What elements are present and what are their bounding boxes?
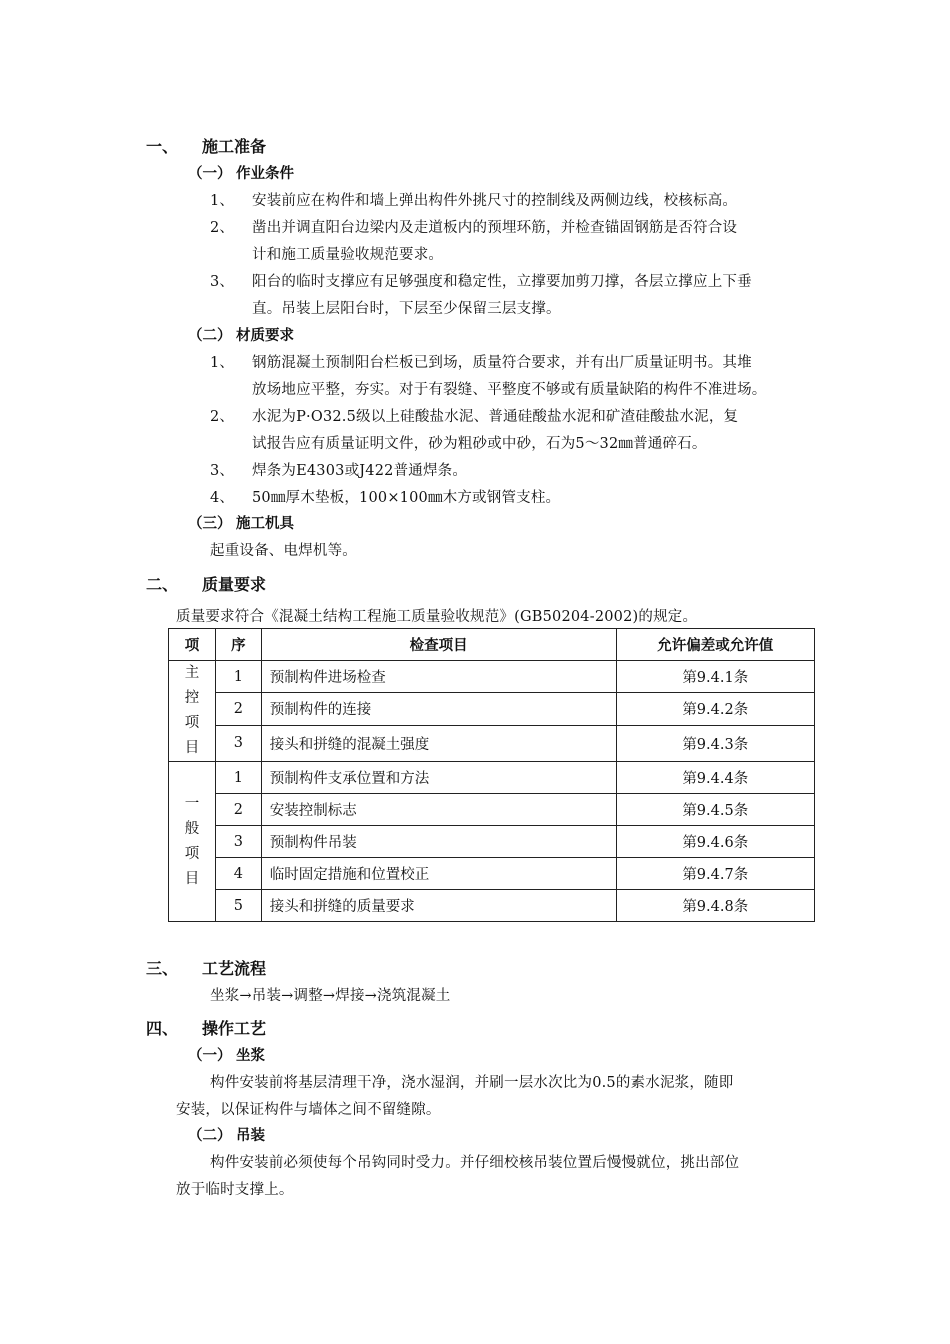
- s1-sub2-item1-line2: 放场地应平整，夯实。对于有裂缝、平整度不够或有质量缺陷的构件不准进场。: [252, 382, 767, 398]
- row-seq: 3: [215, 725, 261, 761]
- section-4-title: 操作工艺: [202, 1019, 267, 1038]
- section-3-number: 三、: [146, 959, 179, 978]
- row-value: 第9.4.7条: [616, 858, 814, 890]
- s1-sub2-item4-line1: 50㎜厚木垫板，100×100㎜木方或钢管支柱。: [252, 490, 561, 506]
- row-seq: 5: [215, 890, 261, 922]
- row-seq: 1: [215, 661, 261, 693]
- s1-sub3-label: （三）: [188, 516, 232, 532]
- table-row: [169, 794, 815, 826]
- s4-sub1-line1: 构件安装前将基层清理干净，浇水湿润，并刷一层水次比为0.5的素水泥浆，随即: [210, 1075, 734, 1091]
- table-row: [169, 890, 815, 922]
- table-row: [169, 826, 815, 858]
- section-2-number: 二、: [146, 575, 179, 594]
- row-item: 临时固定措施和位置校正: [261, 858, 616, 890]
- row-seq: 2: [215, 794, 261, 826]
- row-seq: 1: [215, 762, 261, 794]
- s4-sub2-label: （二）: [188, 1128, 232, 1144]
- s4-sub2-line2: 放于临时支撑上。: [176, 1182, 294, 1198]
- s2-intro: 质量要求符合《混凝土结构工程施工质量验收规范》(GB50204-2002)的规定。: [176, 609, 698, 625]
- s1-sub1-item2-num: 2、: [210, 220, 235, 236]
- table-row: [169, 725, 815, 761]
- row-seq: 3: [215, 826, 261, 858]
- row-value: 第9.4.3条: [616, 725, 814, 761]
- group-char: 主: [184, 665, 200, 681]
- s1-sub2-label: （二）: [188, 328, 232, 344]
- group-char: 控: [184, 690, 200, 706]
- row-value: 第9.4.5条: [616, 794, 814, 826]
- section-1-title: 施工准备: [202, 137, 267, 156]
- s1-sub1-item3-line1: 阳台的临时支撑应有足够强度和稳定性，立撑要加剪刀撑，各层立撑应上下垂: [252, 274, 752, 290]
- row-item: 接头和拼缝的质量要求: [261, 890, 616, 922]
- s3-flow: 坐浆→吊装→调整→焊接→浇筑混凝土: [210, 988, 451, 1004]
- s1-sub2-item1-line1: 钢筋混凝土预制阳台栏板已到场，质量符合要求，并有出厂质量证明书。其堆: [252, 355, 752, 371]
- s1-sub1-item3-num: 3、: [210, 274, 235, 290]
- s1-sub1-item2-line2: 计和施工质量验收规范要求。: [252, 247, 444, 263]
- row-seq: 4: [215, 858, 261, 890]
- row-value: 第9.4.6条: [616, 826, 814, 858]
- section-2-title: 质量要求: [202, 575, 267, 594]
- row-item: 预制构件的连接: [261, 693, 616, 725]
- row-value: 第9.4.1条: [616, 661, 814, 693]
- section-3-title: 工艺流程: [202, 959, 267, 978]
- row-item: 预制构件吊装: [261, 826, 616, 858]
- s1-sub1-item1-line1: 安装前应在构件和墙上弹出构件外挑尺寸的控制线及两侧边线，校核标高。: [252, 193, 738, 209]
- s1-sub1-item1-num: 1、: [210, 193, 235, 209]
- header-value: 允许偏差或允许值: [616, 629, 814, 661]
- table-header-row: [169, 629, 815, 661]
- s1-sub1-item3-line2: 直。吊装上层阳台时，下层至少保留三层支撑。: [252, 301, 561, 317]
- group-char: 项: [184, 845, 200, 862]
- row-item: 接头和拼缝的混凝土强度: [261, 725, 616, 761]
- s1-sub2-title: 材质要求: [236, 328, 294, 344]
- group-char: 项: [184, 715, 200, 731]
- header-group: 项: [169, 629, 216, 661]
- s1-sub2-item4-num: 4、: [210, 490, 235, 506]
- table-row: [169, 858, 815, 890]
- s1-sub2-item3-line1: 焊条为E4303或J422普通焊条。: [252, 463, 468, 479]
- row-item: 预制构件进场检查: [261, 661, 616, 693]
- group-char: 目: [184, 870, 200, 887]
- row-item: 安装控制标志: [261, 794, 616, 826]
- s1-sub3-text: 起重设备、电焊机等。: [210, 543, 357, 559]
- s4-sub1-label: （一）: [188, 1048, 232, 1064]
- s4-sub2-title: 吊装: [236, 1128, 265, 1144]
- table-row: [169, 693, 815, 725]
- header-seq: 序: [215, 629, 261, 661]
- row-value: 第9.4.4条: [616, 762, 814, 794]
- group-main-control: [169, 661, 216, 762]
- row-seq: 2: [215, 693, 261, 725]
- s1-sub2-item2-num: 2、: [210, 409, 235, 425]
- s1-sub2-item3-num: 3、: [210, 463, 235, 479]
- s1-sub1-title: 作业条件: [236, 166, 294, 182]
- table-row: [169, 762, 815, 794]
- s1-sub2-item1-num: 1、: [210, 355, 235, 371]
- s1-sub1-label: （一）: [188, 166, 232, 182]
- group-char: 一: [184, 795, 200, 812]
- s1-sub2-item2-line1: 水泥为P·O32.5级以上硅酸盐水泥、普通硅酸盐水泥和矿渣硅酸盐水泥，复: [252, 409, 739, 425]
- row-value: 第9.4.8条: [616, 890, 814, 922]
- s1-sub3-title: 施工机具: [236, 516, 294, 532]
- s1-sub1-item2-line1: 凿出并调直阳台边梁内及走道板内的预埋环筋，并检查锚固钢筋是否符合设: [252, 220, 738, 236]
- section-1-number: 一、: [146, 137, 179, 156]
- s4-sub1-title: 坐浆: [236, 1048, 265, 1064]
- group-char: 般: [184, 820, 200, 837]
- s1-sub2-item2-line2: 试报告应有质量证明文件，砂为粗砂或中砂，石为5～32㎜普通碎石。: [252, 436, 707, 452]
- s4-sub1-line2: 安装，以保证构件与墙体之间不留缝隙。: [176, 1102, 441, 1118]
- group-char: 目: [184, 740, 200, 756]
- section-4-number: 四、: [146, 1019, 179, 1038]
- quality-table: [168, 628, 815, 922]
- row-item: 预制构件支承位置和方法: [261, 762, 616, 794]
- table-row: [169, 661, 815, 693]
- row-value: 第9.4.2条: [616, 693, 814, 725]
- group-general: [169, 762, 216, 922]
- header-item: 检查项目: [261, 629, 616, 661]
- s4-sub2-line1: 构件安装前必须使每个吊钩同时受力。并仔细校核吊装位置后慢慢就位，挑出部位: [210, 1155, 740, 1171]
